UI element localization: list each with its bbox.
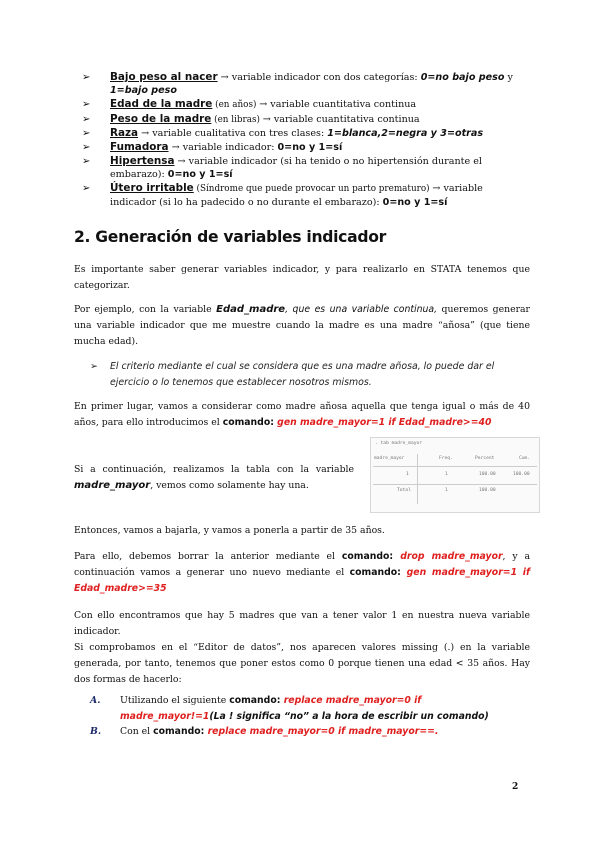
list-item: B. Con el comando: replace madre_mayor=0 if madre_mayor==.: [90, 726, 439, 738]
stata-output-screenshot: . tab madre_mayor madre_mayor Freq. Percent Cum. 1 1 100.00 100.00 Total 1 100.00: [370, 437, 540, 513]
list-item: ➢ Raza → variable cualitativa con tres clases: 1=blanca,2=negra y 3=otras: [82, 127, 484, 140]
bullet-arrow-icon: ➢: [82, 128, 91, 140]
italic-note: ➢ El criterio mediante el cual se considera que es una madre añosa, lo puede dar el ejercicio o lo tenemos que establecer nosotros mismos.: [90, 361, 495, 388]
options-list: [74, 693, 530, 740]
section-heading: 2. Generación de variables indicador: [74, 228, 386, 246]
paragraph: Para ello, debemos borrar la anterior mediante el comando: drop madre_mayor, y a continuación vamos a generar uno nuevo mediante el comando: gen madre_mayor=1 if Edad_madre>=35: [74, 551, 530, 594]
divider: [373, 466, 537, 467]
list-item: ➢ Peso de la madre (en libras) → variable cuantitativa continua: [82, 112, 420, 125]
list-item: ➢ Hipertensa → variable indicador (si ha tenido o no hipertensión durante el embarazo): 0=no y 1=sí: [82, 154, 482, 180]
list-item: ➢ Bajo peso al nacer → variable indicador con dos categorías: 0=no bajo peso y 1=bajo peso: [82, 71, 513, 97]
bullet-arrow-icon: ➢: [82, 142, 91, 154]
divider: [373, 484, 537, 485]
variable-list: [74, 71, 529, 210]
bullet-arrow-icon: ➢: [82, 72, 91, 83]
list-item: ➢ Útero irritable (Síndrome que puede provocar un parto prematuro) → variable indicador (si lo ha padecido o no durante el embarazo): 0=no y 1=sí: [82, 181, 483, 208]
paragraph: Es importante saber generar variables indicador, y para realizarlo en STATA tenemos que categorizar.: [74, 264, 530, 291]
page-number: 2: [512, 782, 519, 792]
paragraph: Entonces, vamos a bajarla, y vamos a ponerla a partir de 35 años.: [74, 525, 385, 536]
paragraph: Con ello encontramos que hay 5 madres que van a tener valor 1 en nuestra nueva variable indicador.: [74, 610, 530, 637]
paragraph: Si comprobamos en el “Editor de datos”, nos aparecen valores missing (.) en la variable generada, por tanto, tenemos que poner estos como 0 porque tienen una edad < 35 años. Hay dos formas de hacerlo:: [74, 642, 530, 685]
bullet-arrow-icon: ➢: [82, 155, 91, 167]
bullet-arrow-icon: ➢: [90, 361, 98, 372]
paragraph: Si a continuación, realizamos la tabla con la variable madre_mayor, vemos como solamente hay una.: [74, 464, 354, 491]
list-item: ➢ Edad de la madre (en años) → variable cuantitativa continua: [82, 97, 417, 110]
paragraph: Por ejemplo, con la variable Edad_madre, que es una variable continua, queremos generar una variable indicador que me muestre cuando la madre es una madre “añosa” (que tiene mucha edad).: [74, 304, 530, 347]
paragraph: En primer lugar, vamos a considerar como madre añosa aquella que tenga igual o más de 40 años, para ello introducimos el comando: gen madre_mayor=1 if Edad_madre>=40: [74, 401, 530, 428]
list-item: A. Utilizando el siguiente comando: replace madre_mayor=0 if madre_mayor!=1(La ! significa “no” a la hora de escribir un comando): [90, 695, 489, 722]
list-item: ➢ Fumadora → variable indicador: 0=no y 1=sí: [82, 141, 343, 154]
bullet-arrow-icon: ➢: [82, 98, 91, 110]
bullet-arrow-icon: ➢: [82, 113, 91, 125]
bullet-arrow-icon: ➢: [82, 182, 91, 194]
